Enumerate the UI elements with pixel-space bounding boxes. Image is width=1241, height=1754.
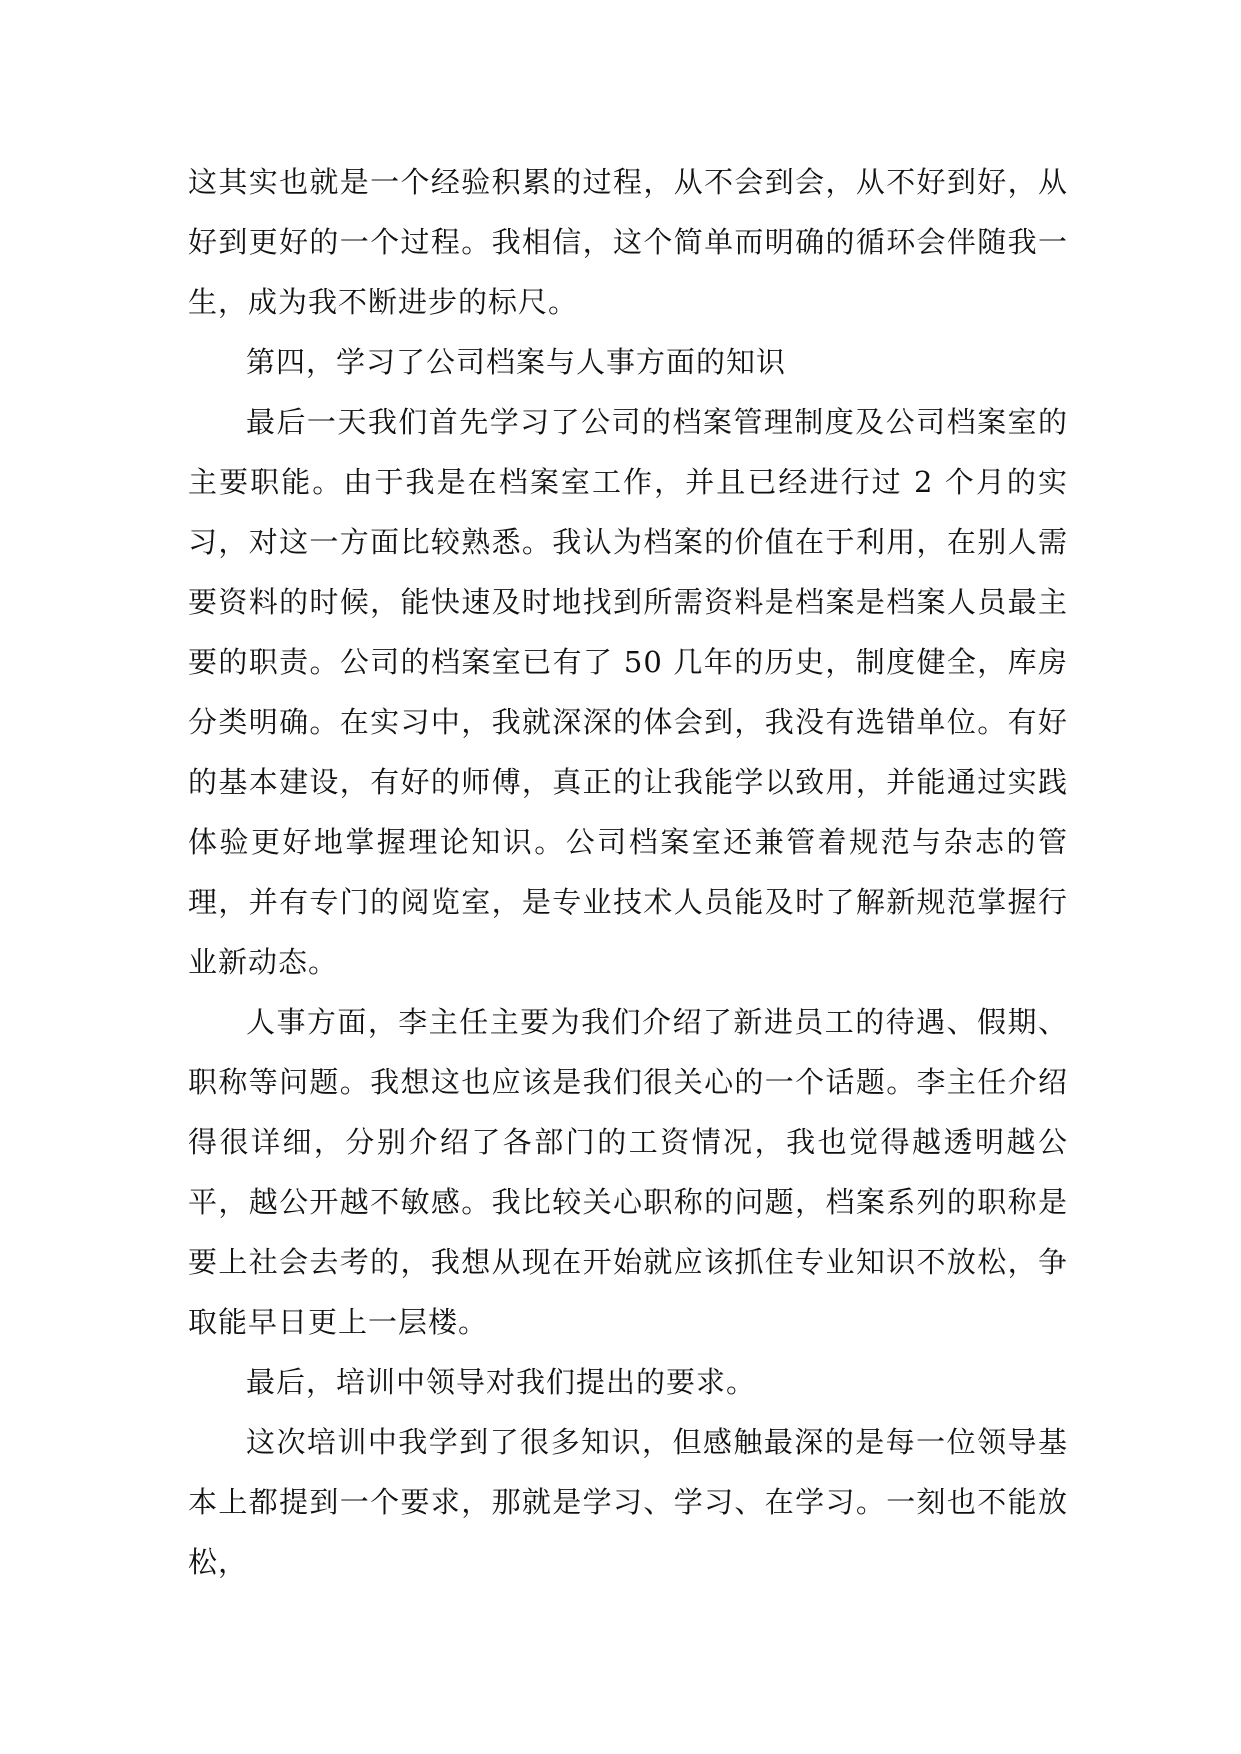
section-heading-archives-hr: 第四，学习了公司档案与人事方面的知识 [246,345,787,379]
paragraph-leadership-requirements: 最后，培训中领导对我们提出的要求。 [246,1365,757,1399]
paragraph-hr-introduction: 人事方面，李主任主要为我们介绍了新进员工的待遇、假期、职称等问题。我想这也应该是我们很关心的一个话题。李主任介绍得很详细，分别介绍了各部门的工资情况，我也觉得越透明越公平，越公开越不敏感。我比较关心职称的问题，档案系列的职称是要上社会去考的，我想从现在开始就应该抓住专业知识不放松，争取能早日更上一层楼。 [188,1005,1068,1339]
document-body [188,152,1068,1592]
paragraph-training-reflection: 这次培训中我学到了很多知识，但感触最深的是每一位领导基本上都提到一个要求，那就是学习、学习、在学习。一刻也不能放松， [188,1425,1068,1579]
paragraph-archives-management: 最后一天我们首先学习了公司的档案管理制度及公司档案室的主要职能。由于我是在档案室工作，并且已经进行过 2 个月的实习，对这一方面比较熟悉。我认为档案的价值在于利用，在别人需要资料的时候，能快速及时地找到所需资料是档案是档案人员最主要的职责。公司的档案室已有了 50 几年的历史，制度健全，库房分类明确。在实习中，我就深深的体会到，我没有选错单位。有好的基本建设，有好的师傅，真正的让我能学以致用，并能通过实践体验更好地掌握理论知识。公司档案室还兼管着规范与杂志的管理，并有专门的阅览室，是专业技术人员能及时了解新规范掌握行业新动态。 [188,405,1068,979]
paragraph-experience-cycle: 这其实也就是一个经验积累的过程，从不会到会，从不好到好，从好到更好的一个过程。我相信，这个简单而明确的循环会伴随我一生，成为我不断进步的标尺。 [188,165,1068,319]
